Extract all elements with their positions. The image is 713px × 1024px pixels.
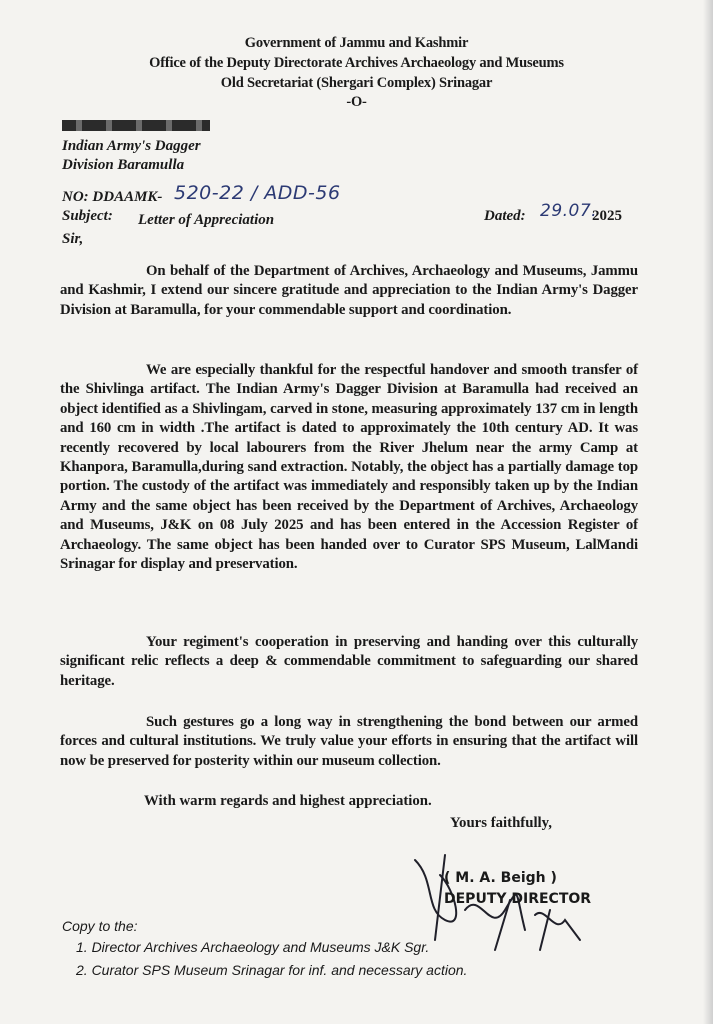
- date-handwritten: 29.07.: [540, 201, 598, 221]
- reference-number-label: NO: DDAAMK-: [62, 189, 163, 205]
- date-year: 2025: [592, 208, 622, 224]
- signatory-name: ( M. A. Beigh ): [444, 870, 557, 886]
- subject-label: Subject:: [62, 208, 113, 224]
- closing-yours-faithfully: Yours faithfully,: [450, 815, 552, 831]
- signatory-designation: DEPUTY DIRECTOR: [444, 891, 592, 907]
- letterhead-government: Government of Jammu and Kashmir: [244, 35, 469, 51]
- body-paragraph-4: Such gestures go a long way in strengthening the bond between our armed forces and cultural institutions. We truly value your efforts in ensuring that the artifact will now be preserved for posterity within our museum collection.: [60, 714, 638, 769]
- recipient-line-2: Division Baramulla: [62, 157, 185, 173]
- salutation: Sir,: [62, 231, 84, 247]
- copy-to-label: Copy to the:: [62, 918, 138, 934]
- redacted-text: [62, 120, 210, 131]
- page-edge-shadow: [703, 0, 713, 1024]
- reference-number-handwritten: 520-22 / ADD-56: [174, 182, 341, 204]
- recipient-line-1: Indian Army's Dagger: [62, 138, 201, 154]
- letterhead-separator: -O-: [346, 94, 367, 110]
- letterhead-address: Old Secretariat (Shergari Complex) Srinagar: [220, 75, 493, 91]
- copy-to-item-1: 1. Director Archives Archaeology and Museums J&K Sgr.: [76, 939, 430, 955]
- body-paragraph-3: Your regiment's cooperation in preserving and handing over this culturally significant relic reflects a deep & commendable commitment to safeguarding our shared heritage.: [60, 634, 638, 689]
- body-paragraph-1: On behalf of the Department of Archives, Archaeology and Museums, Jammu and Kashmir, I extend our sincere gratitude and appreciation to the Indian Army's Dagger Division at Baramulla, for your commendable support and coordination.: [60, 263, 638, 318]
- copy-to-item-2: 2. Curator SPS Museum Srinagar for inf. and necessary action.: [76, 962, 468, 978]
- letterhead-office: Office of the Deputy Directorate Archives Archaeology and Museums: [149, 55, 564, 71]
- date-label: Dated:: [484, 208, 526, 224]
- body-paragraph-2: We are especially thankful for the respectful handover and smooth transfer of the Shivlinga artifact. The Indian Army's Dagger Division at Baramulla had received an object identified as a Shivlingam, carved in stone, measuring approximately 137 cm in length and 160 cm in width .The artifact is dated to approximately the 10th century AD. It was recently recovered by local labourers from the River Jhelum near the army Camp at Khanpora, Baramulla,during sand extraction. Notably, the object has a partially damage top portion. The custody of the artifact was immediately and responsibly taken up by the Indian Army and the same object has been received by the Department of Archives, Archaeology and Museums, J&K on 08 July 2025 and has been entered in the Accession Register of Archaeology. The same object has been handed over to Curator SPS Museum, LalMandi Srinagar for display and preservation.: [60, 362, 638, 573]
- closing-regards: With warm regards and highest appreciation.: [144, 793, 432, 809]
- subject-text: Letter of Appreciation: [138, 212, 275, 228]
